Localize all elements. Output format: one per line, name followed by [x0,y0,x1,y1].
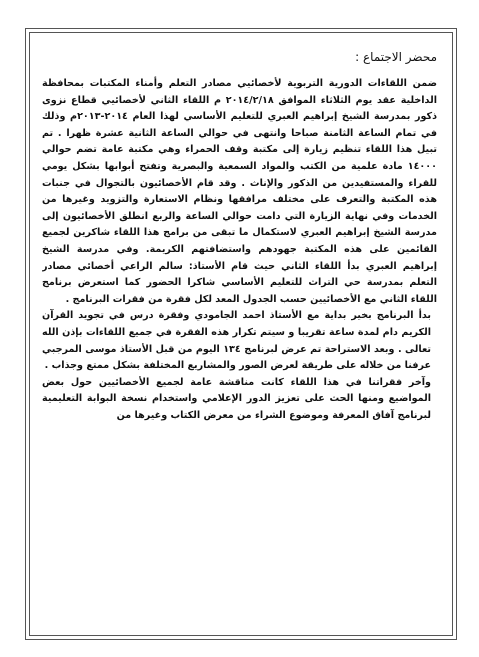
paragraph-opening: ضمن اللقاءات الدورية التربوية لأخصائيي مصادر التعلم وأمناء المكتبات بمحافظة الداخلية عقد يوم الثلاثاء الموافق ٢٠١٤/٢/١٨ م اللقاء الثاني لأخصائيي قطاع نزوى ذكور بمدرسة الشيخ إبراهيم العبري للتعليم الأساسي لهذا العام ٢٠١٤-٢٠١٣م وذلك في تمام الساعة الثامنة صباحا وانتهى في حوالي الساعة الثانية عشرة ظهرا . تم تبيل هذا اللقاء تنظيم زيارة إلى مكتبة وقف الحمراء وهي مكتبة عامة تضم حوالي ١٤٠٠٠ مادة علمية من الكتب والمواد السمعية والبصرية وتفتح أبوابها بشكل يومي للقراء والمستفيدين من الذكور والإناث . وقد قام الأخصائيون بالتجوال في جنبات هذه المكتبة والتعرف على مختلف مرافقها ونظام الاستعارة والتزويد وغيرها من الخدمات وفي نهاية الزيارة التي دامت حوالي الساعة والربع انطلق الأخصائيون إلى مدرسة الشيخ إبراهيم العبري لاستكمال ما تبقى من برامج هذا اللقاء شاكرين لجميع القائمين على هذه المكتبة جهودهم واستضافتهم الكريمة. وفي مدرسة الشيخ إبراهيم العبري بدأ اللقاء الثاني حيث قام الأستاذ: سالم الراعي أخصائي مصادر التعلم بمدرسة حي التراث للتعليم الأساسي شاكرا الحضور كما استعرض برنامج اللقاء الثاني مع الأخصائيين حسب الجدول المعد لكل فقرة من فقرات البرنامج . [42,78,437,305]
document-body [42,50,437,640]
paragraph-program: بدأ البرنامج بخير بداية مع الأستاذ احمد الجامودي وفقرة درس في تجويد القرآن الكريم دام لمدة ساعة تقريبا و سيتم تكرار هذه الفقرة في جميع اللقاءات بإذن الله تعالى . وبعد الاستراحة تم عرض لبرنامج ١٣٤ اليوم من قبل الأستاذ موسى المرجبي عرفنا من خلاله على طريقة لعرض الصور والمشاريع المختلفة بشكل ممتع وجذاب . [42,310,431,372]
paragraph-discussion: وآخر فقراتنا في هذا اللقاء كانت مناقشة عامة لجميع الأخصائيين حول بعض المواضيع ومنها الحث على تعزيز الدور الإعلامي واستخدام نسخة البوابة التعليمية لبرنامج آفاق المعرفة وموضوع الشراء من معرض الكتاب وغيرها من [42,376,431,421]
minutes-text [42,76,437,424]
document-title: محضر الاجتماع : [355,50,437,64]
